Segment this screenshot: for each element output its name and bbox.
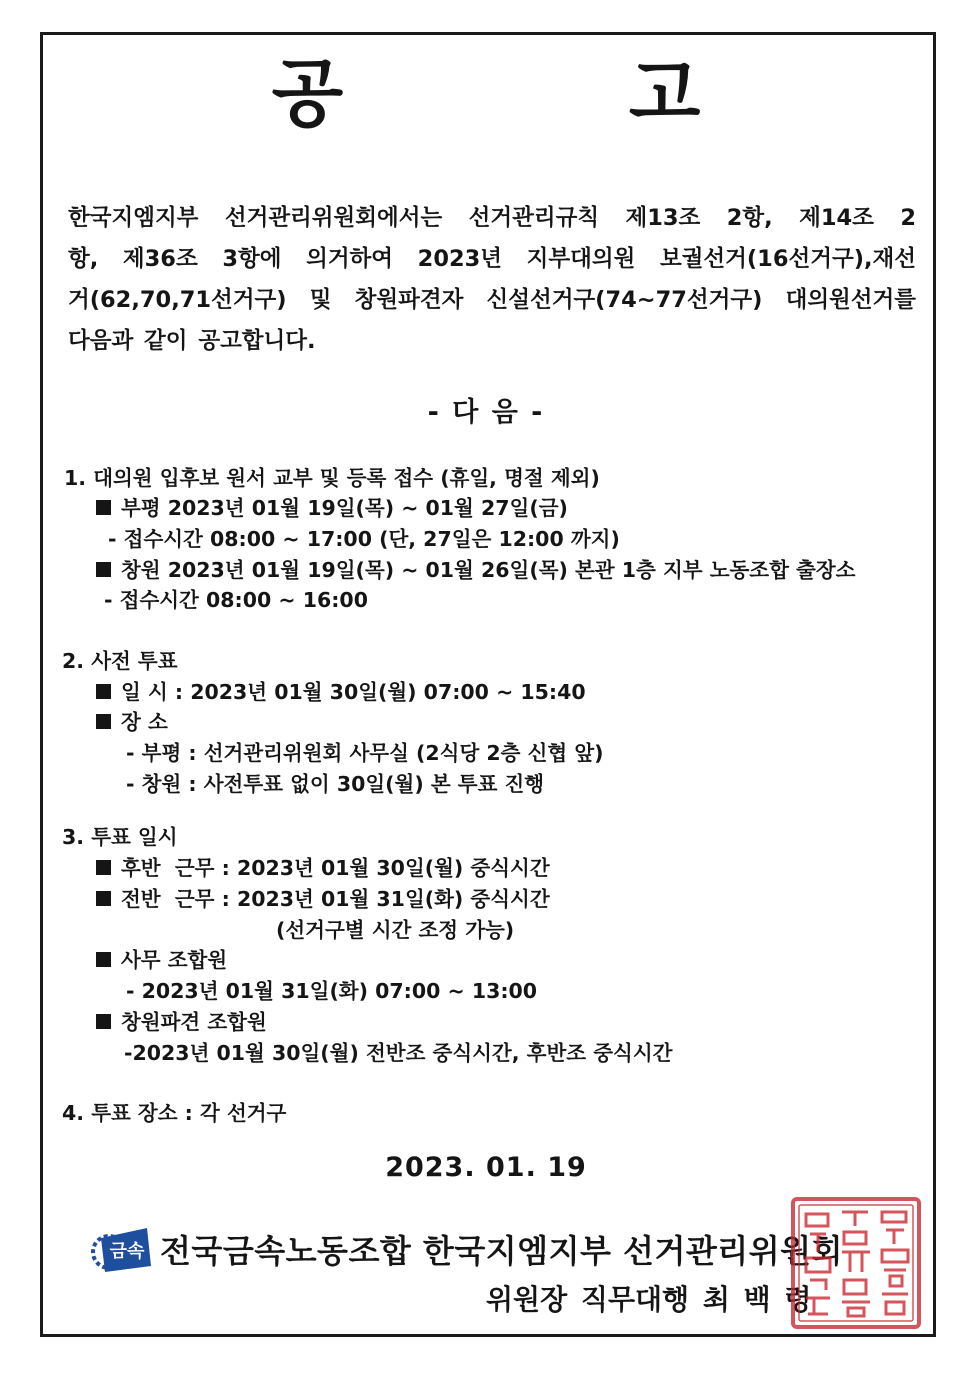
bullet-square-icon [96,714,111,729]
section1-item2-sub: - 접수시간 08:00 ~ 16:00 [104,588,368,612]
section2-item1 [96,678,586,706]
section2-item2-sub1: - 부평 : 선거관리위원회 사무실 (2식당 2층 신협 앞) [126,741,604,765]
intro-line-4: 다음과 같이 공고합니다. [68,328,316,354]
intro-line-1: 한국지엠지부 선거관리위원회에서는 선거관리규칙 제13조 2항, 제14조 2 [68,205,916,231]
section3-item2-note: (선거구별 시간 조정 가능) [276,918,515,942]
section1-item1-sub: - 접수시간 08:00 ~ 17:00 (단, 27일은 12:00 까지) [108,527,620,551]
section2-item2-text: 장 소 [121,710,168,734]
intro-line-3: 거(62,70,71선거구) 및 창원파견자 신설선거구(74~77선거구) 대의원선거를 [68,287,916,313]
section3-item3-sub: - 2023년 01월 31일(화) 07:00 ~ 13:00 [126,979,538,1003]
section2-heading: 2. 사전 투표 [62,649,178,673]
section3-item3-text: 사무 조합원 [121,948,228,972]
section3-item1 [96,854,550,882]
section1-item1 [96,494,568,522]
bullet-square-icon [96,952,111,967]
logo-text: 금속 [109,1241,145,1262]
section1-item1-text: 부평 2023년 01월 19일(목) ~ 01월 27일(금) [121,496,568,520]
section1-item2-text: 창원 2023년 01월 19일(목) ~ 01월 26일(목) 본관 1층 지부 노동조합 출장소 [121,558,856,582]
bullet-square-icon [96,1014,111,1029]
announcement-date: 2023. 01. 19 [385,1152,587,1183]
section2-item1-text: 일 시 : 2023년 01월 30일(월) 07:00 ~ 15:40 [121,680,586,704]
section3-item2-text: 전반 근무 : 2023년 01월 31일(화) 중식시간 [121,887,550,911]
subheading-dameum: - 다 음 - [427,397,545,428]
signer-name: 위원장 직무대행 최 백 령 [486,1283,812,1316]
organization-name: 전국금속노동조합 한국지엠지부 선거관리위원회 [160,1232,843,1270]
section1-heading: 1. 대의원 입후보 원서 교부 및 등록 접수 (휴일, 명절 제외) [64,466,600,490]
section2-item2 [96,708,168,736]
document-title: 공 고 [271,51,831,137]
intro-line-2: 항, 제36조 3항에 의거하여 2023년 지부대의원 보궐선거(16선거구),재선 [68,246,916,272]
section3-heading: 3. 투표 일시 [62,825,178,849]
section3-item1-text: 후반 근무 : 2023년 01월 30일(월) 중식시간 [121,856,550,880]
official-seal-icon [790,1196,922,1330]
bullet-square-icon [96,684,111,699]
bullet-square-icon [96,500,111,515]
bullet-square-icon [96,562,111,577]
section3-item4-sub: -2023년 01월 30일(월) 전반조 중식시간, 후반조 중식시간 [124,1041,673,1065]
section3-item4 [96,1008,267,1036]
intro-paragraph [68,198,916,362]
section3-item3 [96,946,227,974]
bullet-square-icon [96,891,111,906]
bullet-square-icon [96,860,111,875]
section3-item4-text: 창원파견 조합원 [121,1010,267,1034]
section3-item2 [96,885,550,913]
union-logo-icon [91,1222,153,1278]
section2-item2-sub2: - 창원 : 사전투표 없이 30일(월) 본 투표 진행 [126,772,545,796]
section1-item2 [96,556,855,584]
section4-heading: 4. 투표 장소 : 각 선거구 [62,1101,287,1125]
